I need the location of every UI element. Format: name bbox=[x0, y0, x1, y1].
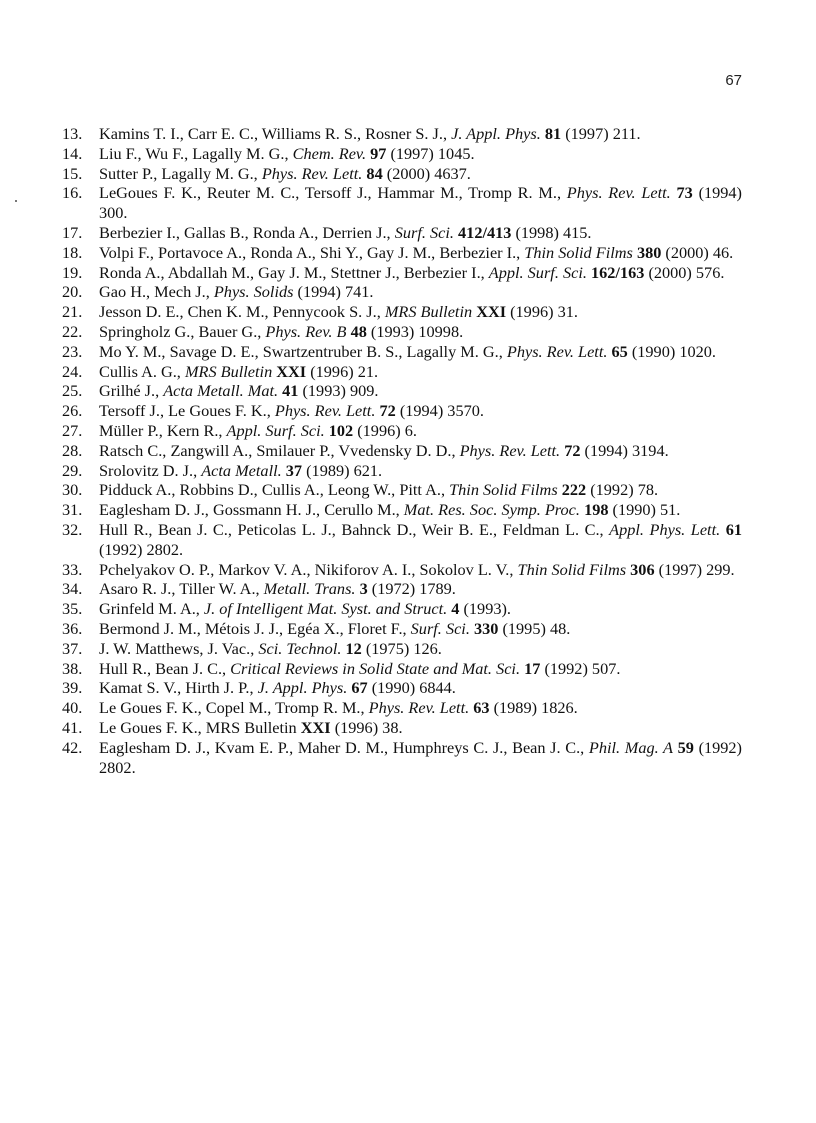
reference-segment: Asaro R. J., Tiller W. A., bbox=[99, 579, 264, 599]
reference-text bbox=[99, 718, 742, 738]
volume-number: 222 bbox=[561, 480, 587, 500]
reference-segment: LeGoues F. K., Reuter M. C., Tersoff J., Hammar M., Tromp R. M., bbox=[99, 183, 567, 203]
reference-text bbox=[99, 144, 742, 164]
reference-number: 32. bbox=[62, 519, 83, 539]
volume-number: 84 bbox=[366, 163, 383, 183]
reference-segment: (1993) 909. bbox=[298, 381, 379, 401]
reference-entry bbox=[62, 282, 742, 302]
reference-text bbox=[99, 243, 742, 263]
reference-segment: Volpi F., Portavoce A., Ronda A., Shi Y., Gay J. M., Berbezier I., bbox=[99, 242, 525, 262]
volume-number: XXI bbox=[276, 361, 307, 381]
reference-number: 15. bbox=[62, 163, 83, 183]
reference-text bbox=[99, 164, 742, 184]
reference-text bbox=[99, 381, 742, 401]
reference-text bbox=[99, 302, 742, 322]
reference-segment: (1996) 31. bbox=[506, 302, 578, 322]
reference-number: 33. bbox=[62, 559, 83, 579]
reference-text bbox=[99, 183, 742, 223]
reference-segment: Ronda A., Abdallah M., Gay J. M., Stettner J., Berbezier I., bbox=[99, 262, 489, 282]
journal-title: Phys. Solids bbox=[213, 282, 294, 302]
volume-number: 72 bbox=[564, 440, 581, 460]
reference-text bbox=[99, 659, 742, 679]
reference-segment: Kamat S. V., Hirth J. P., bbox=[99, 678, 258, 698]
reference-segment: (1997) 211. bbox=[561, 124, 641, 143]
reference-number: 21. bbox=[62, 302, 83, 322]
reference-segment: Pidduck A., Robbins D., Cullis A., Leong W., Pitt A., bbox=[99, 480, 450, 500]
reference-segment: Ratsch C., Zangwill A., Smilauer P., Vvedensky D. D., bbox=[99, 440, 460, 460]
volume-number: 102 bbox=[328, 420, 354, 440]
journal-title: Phys. Rev. Lett. bbox=[459, 440, 561, 460]
volume-number: XXI bbox=[300, 717, 331, 737]
reference-segment: (1975) 126. bbox=[361, 638, 442, 658]
reference-entry bbox=[62, 183, 742, 223]
reference-segment: Hull R., Bean J. C., bbox=[99, 658, 231, 678]
reference-segment: (1997) 299. bbox=[654, 559, 735, 579]
journal-title: MRS Bulletin bbox=[384, 302, 473, 322]
volume-number: 81 bbox=[544, 124, 562, 143]
reference-segment: Springholz G., Bauer G., bbox=[99, 321, 266, 341]
reference-number: 26. bbox=[62, 401, 83, 421]
journal-title: Thin Solid Films bbox=[517, 559, 627, 579]
reference-number: 40. bbox=[62, 698, 83, 718]
reference-segment: Bermond J. M., Métois J. J., Egéa X., Floret F., bbox=[99, 618, 411, 638]
reference-text bbox=[99, 500, 742, 520]
reference-entry bbox=[62, 698, 742, 718]
journal-title: Acta Metall. Mat. bbox=[163, 381, 279, 401]
reference-number: 30. bbox=[62, 480, 83, 500]
reference-text bbox=[99, 124, 742, 144]
reference-text bbox=[99, 223, 742, 243]
reference-entry bbox=[62, 500, 742, 520]
reference-entry bbox=[62, 441, 742, 461]
reference-segment: (1998) 415. bbox=[511, 222, 592, 242]
journal-title: Thin Solid Films bbox=[524, 242, 633, 262]
reference-number: 14. bbox=[62, 143, 83, 163]
volume-number: 412/413 bbox=[458, 222, 512, 242]
reference-segment: Eaglesham D. J., Gossmann H. J., Cerullo M., bbox=[99, 500, 404, 520]
reference-segment: (1990) 51. bbox=[608, 500, 681, 520]
reference-segment: (1994) 741. bbox=[293, 282, 374, 302]
volume-number: 3 bbox=[359, 579, 368, 599]
reference-entry bbox=[62, 401, 742, 421]
reference-text bbox=[99, 738, 742, 778]
reference-text bbox=[99, 401, 742, 421]
reference-entry bbox=[62, 659, 742, 679]
reference-segment: (1994) 3194. bbox=[580, 440, 669, 460]
reference-number: 31. bbox=[62, 500, 83, 520]
journal-title: Metall. Trans. bbox=[263, 579, 356, 599]
reference-text bbox=[99, 263, 742, 283]
reference-segment: Sutter P., Lagally M. G., bbox=[99, 163, 262, 183]
reference-segment: (1992) 78. bbox=[586, 480, 659, 500]
reference-segment: Gao H., Mech J., bbox=[99, 282, 214, 302]
reference-entry bbox=[62, 718, 742, 738]
reference-text bbox=[99, 579, 742, 599]
page-number: 67 bbox=[725, 72, 742, 89]
journal-title: Critical Reviews in Solid State and Mat. Sci. bbox=[230, 658, 521, 678]
reference-segment: Grilhé J., bbox=[99, 381, 164, 401]
reference-entry bbox=[62, 302, 742, 322]
reference-number: 27. bbox=[62, 420, 83, 440]
reference-entry bbox=[62, 738, 742, 778]
reference-text bbox=[99, 322, 742, 342]
reference-entry bbox=[62, 322, 742, 342]
reference-entry bbox=[62, 619, 742, 639]
reference-entry bbox=[62, 263, 742, 283]
volume-number: 162/163 bbox=[591, 262, 645, 282]
journal-title: J. of Intelligent Mat. Syst. and Struct. bbox=[203, 599, 448, 619]
reference-segment: (1996) 21. bbox=[306, 361, 379, 381]
reference-number: 35. bbox=[62, 599, 83, 619]
reference-segment: (1994) 3570. bbox=[395, 401, 484, 421]
reference-segment: Cullis A. G., bbox=[99, 361, 185, 381]
reference-entry bbox=[62, 520, 742, 560]
reference-entry bbox=[62, 639, 742, 659]
reference-segment: (1992) 2802. bbox=[99, 737, 742, 777]
reference-text bbox=[99, 480, 742, 500]
reference-segment: (1972) 1789. bbox=[367, 579, 456, 599]
reference-entry bbox=[62, 342, 742, 362]
reference-text bbox=[99, 342, 742, 362]
reference-segment: (1996) 6. bbox=[353, 420, 417, 440]
reference-entry bbox=[62, 599, 742, 619]
reference-number: 37. bbox=[62, 638, 83, 658]
reference-entry bbox=[62, 480, 742, 500]
reference-segment: (1989) 621. bbox=[302, 460, 383, 480]
reference-segment: (2000) 4637. bbox=[382, 163, 471, 183]
reference-entry bbox=[62, 164, 742, 184]
scan-speck bbox=[15, 200, 17, 202]
reference-segment: (1990) 6844. bbox=[367, 678, 456, 698]
journal-title: Phys. Rev. B bbox=[265, 321, 347, 341]
journal-title: J. Appl. Phys. bbox=[257, 678, 348, 698]
reference-list bbox=[62, 124, 742, 777]
reference-segment: Grinfeld M. A., bbox=[99, 599, 204, 619]
reference-entry bbox=[62, 461, 742, 481]
reference-text bbox=[99, 362, 742, 382]
volume-number: 12 bbox=[345, 638, 362, 658]
reference-entry bbox=[62, 381, 742, 401]
reference-number: 22. bbox=[62, 321, 83, 341]
reference-number: 24. bbox=[62, 361, 83, 381]
reference-text bbox=[99, 560, 742, 580]
reference-number: 34. bbox=[62, 579, 83, 599]
reference-segment: Müller P., Kern R., bbox=[99, 420, 227, 440]
reference-segment: (1992) 507. bbox=[540, 658, 621, 678]
reference-number: 19. bbox=[62, 262, 83, 282]
reference-number: 20. bbox=[62, 282, 83, 302]
journal-title: Phil. Mag. A bbox=[588, 737, 673, 757]
volume-number: 67 bbox=[351, 678, 368, 698]
reference-segment: Le Goues F. K., MRS Bulletin bbox=[99, 717, 301, 737]
reference-entry bbox=[62, 144, 742, 164]
reference-number: 23. bbox=[62, 341, 83, 361]
reference-segment: Pchelyakov O. P., Markov V. A., Nikiforov A. I., Sokolov L. V., bbox=[99, 559, 518, 579]
reference-segment: (1993). bbox=[459, 599, 511, 619]
reference-number: 42. bbox=[62, 737, 83, 757]
reference-text bbox=[99, 461, 742, 481]
reference-segment: J. W. Matthews, J. Vac., bbox=[99, 638, 259, 658]
volume-number: 73 bbox=[676, 183, 693, 203]
reference-segment: Hull R., Bean J. C., Peticolas L. J., Bahnck D., Weir B. E., Feldman L. C., bbox=[99, 519, 610, 539]
reference-entry bbox=[62, 223, 742, 243]
reference-entry bbox=[62, 124, 742, 144]
reference-entry bbox=[62, 579, 742, 599]
reference-entry bbox=[62, 678, 742, 698]
reference-text bbox=[99, 599, 742, 619]
reference-entry bbox=[62, 243, 742, 263]
journal-title: Phys. Rev. Lett. bbox=[274, 401, 376, 421]
journal-title: Acta Metall. bbox=[201, 460, 282, 480]
volume-number: 59 bbox=[677, 737, 694, 757]
reference-number: 17. bbox=[62, 222, 83, 242]
reference-number: 29. bbox=[62, 460, 83, 480]
journal-title: Mat. Res. Soc. Symp. Proc. bbox=[403, 500, 580, 520]
journal-title: Chem. Rev. bbox=[292, 143, 367, 163]
volume-number: 380 bbox=[636, 242, 662, 262]
reference-segment: Liu F., Wu F., Lagally M. G., bbox=[99, 143, 293, 163]
reference-segment: (2000) 46. bbox=[661, 242, 734, 262]
reference-number: 25. bbox=[62, 381, 83, 401]
journal-title: MRS Bulletin bbox=[184, 361, 273, 381]
volume-number: 61 bbox=[725, 519, 743, 539]
reference-segment: (1992) 2802. bbox=[99, 539, 184, 559]
volume-number: 48 bbox=[350, 321, 367, 341]
reference-number: 13. bbox=[62, 124, 83, 143]
reference-segment: Berbezier I., Gallas B., Ronda A., Derrien J., bbox=[99, 222, 395, 242]
reference-segment: Kamins T. I., Carr E. C., Williams R. S., Rosner S. J., bbox=[99, 124, 452, 143]
reference-entry bbox=[62, 560, 742, 580]
reference-number: 28. bbox=[62, 440, 83, 460]
reference-segment: (1993) 10998. bbox=[366, 321, 464, 341]
volume-number: 97 bbox=[370, 143, 387, 163]
reference-text bbox=[99, 678, 742, 698]
volume-number: 198 bbox=[584, 500, 609, 520]
reference-text bbox=[99, 421, 742, 441]
journal-title: Surf. Sci. bbox=[394, 222, 454, 242]
reference-segment: (1989) 1826. bbox=[489, 698, 578, 718]
journal-title: Appl. Phys. Lett. bbox=[609, 519, 721, 539]
reference-entry bbox=[62, 362, 742, 382]
reference-segment: (1994) 300. bbox=[99, 183, 742, 223]
reference-entry bbox=[62, 421, 742, 441]
volume-number: 37 bbox=[285, 460, 303, 480]
journal-title: Phys. Rev. Lett. bbox=[506, 341, 608, 361]
journal-title: Thin Solid Films bbox=[449, 480, 558, 500]
journal-title: J. Appl. Phys. bbox=[451, 124, 541, 143]
journal-title: Phys. Rev. Lett. bbox=[368, 698, 470, 718]
reference-text bbox=[99, 282, 742, 302]
reference-segment: Le Goues F. K., Copel M., Tromp R. M., bbox=[99, 698, 369, 718]
reference-text bbox=[99, 520, 742, 560]
journal-title: Sci. Technol. bbox=[258, 638, 342, 658]
journal-title: Appl. Surf. Sci. bbox=[226, 420, 325, 440]
reference-text bbox=[99, 619, 742, 639]
volume-number: XXI bbox=[476, 302, 507, 322]
reference-segment: Mo Y. M., Savage D. E., Swartzentruber B. S., Lagally M. G., bbox=[99, 341, 507, 361]
reference-text bbox=[99, 698, 742, 718]
volume-number: 41 bbox=[282, 381, 299, 401]
volume-number: 306 bbox=[630, 559, 655, 579]
reference-number: 16. bbox=[62, 183, 83, 203]
reference-number: 38. bbox=[62, 658, 83, 678]
reference-text bbox=[99, 639, 742, 659]
volume-number: 65 bbox=[611, 341, 628, 361]
reference-segment: (1990) 1020. bbox=[627, 341, 716, 361]
reference-segment: (2000) 576. bbox=[644, 262, 725, 282]
volume-number: 17 bbox=[524, 658, 541, 678]
journal-title: Phys. Rev. Lett. bbox=[261, 163, 363, 183]
volume-number: 4 bbox=[451, 599, 460, 619]
journal-title: Appl. Surf. Sci. bbox=[488, 262, 587, 282]
journal-title: Phys. Rev. Lett. bbox=[566, 183, 671, 203]
reference-segment: Eaglesham D. J., Kvam E. P., Maher D. M., Humphreys C. J., Bean J. C., bbox=[99, 737, 589, 757]
reference-number: 41. bbox=[62, 717, 83, 737]
reference-number: 39. bbox=[62, 678, 83, 698]
volume-number: 63 bbox=[473, 698, 490, 718]
reference-number: 36. bbox=[62, 618, 83, 638]
volume-number: 72 bbox=[379, 401, 396, 421]
reference-text bbox=[99, 441, 742, 461]
journal-title: Surf. Sci. bbox=[410, 618, 470, 638]
reference-segment: Jesson D. E., Chen K. M., Pennycook S. J., bbox=[99, 302, 385, 322]
reference-segment: Srolovitz D. J., bbox=[99, 460, 202, 480]
volume-number: 330 bbox=[473, 618, 499, 638]
reference-segment: Tersoff J., Le Goues F. K., bbox=[99, 401, 275, 421]
reference-number: 18. bbox=[62, 242, 83, 262]
reference-segment: (1997) 1045. bbox=[386, 143, 475, 163]
reference-segment: (1995) 48. bbox=[498, 618, 571, 638]
reference-segment: (1996) 38. bbox=[330, 717, 403, 737]
